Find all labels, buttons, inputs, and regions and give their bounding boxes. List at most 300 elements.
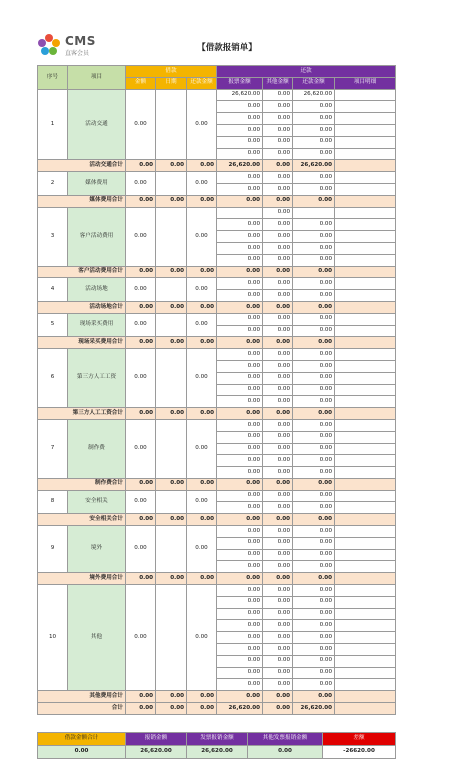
row-expense-amount: 0.00 (217, 537, 263, 549)
subtotal-value: 0.00 (156, 160, 187, 172)
subtotal-label: 其他费用合计 (38, 691, 126, 703)
row-expense-amount: 0.00 (217, 561, 263, 573)
row-expense-amount: 0.00 (217, 242, 263, 254)
subtotal-value: 0.00 (187, 301, 217, 313)
subtotal-row (38, 478, 396, 490)
row-detail (335, 549, 396, 561)
row-expense-amount: 0.00 (217, 490, 263, 502)
subtotal-value: 0.00 (156, 478, 187, 490)
row-detail (335, 644, 396, 656)
row-detail (335, 219, 396, 231)
row-seq: 9 (38, 526, 68, 573)
subtotal-value: 0.00 (293, 514, 335, 526)
table-row (38, 490, 396, 502)
row-detail (335, 419, 396, 431)
row-borrow-date (156, 313, 187, 337)
row-expense-amount: 0.00 (217, 644, 263, 656)
row-other-amount: 0.00 (263, 242, 293, 254)
subtotal-detail (335, 195, 396, 207)
row-other-amount: 0.00 (263, 89, 293, 101)
row-other-amount: 0.00 (263, 148, 293, 160)
row-return-amount: 0.00 (293, 526, 335, 538)
summary-value-reimburse: 26,620.00 (126, 746, 187, 759)
grand-total-value: 0.00 (126, 703, 156, 715)
row-borrow-amount: 0.00 (126, 349, 156, 408)
subtotal-label: 安全相关合计 (38, 514, 126, 526)
row-other-amount: 0.00 (263, 585, 293, 597)
row-detail (335, 372, 396, 384)
row-return-amount: 0.00 (293, 396, 335, 408)
row-other-amount: 0.00 (263, 372, 293, 384)
grand-total-value: 26,620.00 (217, 703, 263, 715)
subtotal-row (38, 514, 396, 526)
logo-subtitle: 直客会员 (65, 50, 90, 57)
summary-label-difference: 差额 (323, 733, 396, 746)
row-other-amount: 0.00 (263, 549, 293, 561)
subtotal-value: 0.00 (293, 266, 335, 278)
subtotal-value: 0.00 (217, 337, 263, 349)
subtotal-value: 0.00 (126, 160, 156, 172)
row-seq: 8 (38, 490, 68, 514)
row-borrow-amount: 0.00 (126, 585, 156, 691)
row-expense-amount: 0.00 (217, 620, 263, 632)
row-expense-amount: 0.00 (217, 679, 263, 691)
subtotal-value: 0.00 (293, 408, 335, 420)
subtotal-value: 0.00 (187, 478, 217, 490)
row-detail (335, 667, 396, 679)
row-other-amount: 0.00 (263, 419, 293, 431)
row-detail (335, 231, 396, 243)
row-borrow-return: 0.00 (187, 490, 217, 514)
subtotal-value: 0.00 (187, 408, 217, 420)
subtotal-detail (335, 478, 396, 490)
row-expense-amount: 0.00 (217, 136, 263, 148)
row-expense-amount: 0.00 (217, 431, 263, 443)
row-borrow-return: 0.00 (187, 207, 217, 266)
subtotal-value: 0.00 (156, 266, 187, 278)
row-detail (335, 526, 396, 538)
row-borrow-date (156, 526, 187, 573)
row-detail (335, 443, 396, 455)
row-item-name: 其他 (68, 585, 126, 691)
row-borrow-amount: 0.00 (126, 172, 156, 196)
row-return-amount: 0.00 (293, 620, 335, 632)
subtotal-label: 活动场地合计 (38, 301, 126, 313)
row-item-name: 活动场地 (68, 278, 126, 302)
row-detail (335, 89, 396, 101)
row-other-amount: 0.00 (263, 455, 293, 467)
row-detail (335, 561, 396, 573)
subtotal-value: 0.00 (263, 301, 293, 313)
row-expense-amount: 0.00 (217, 254, 263, 266)
row-borrow-amount: 0.00 (126, 278, 156, 302)
subtotal-value: 0.00 (263, 195, 293, 207)
subtotal-value: 0.00 (156, 408, 187, 420)
row-return-amount: 26,620.00 (293, 89, 335, 101)
row-detail (335, 490, 396, 502)
row-return-amount: 0.00 (293, 290, 335, 302)
row-item-name: 活动交通 (68, 89, 126, 160)
grand-total-label: 合计 (38, 703, 126, 715)
row-expense-amount: 0.00 (217, 290, 263, 302)
row-other-amount: 0.00 (263, 172, 293, 184)
row-other-amount: 0.00 (263, 608, 293, 620)
row-detail (335, 136, 396, 148)
row-return-amount: 0.00 (293, 632, 335, 644)
row-expense-amount: 0.00 (217, 596, 263, 608)
subtotal-value: 0.00 (187, 337, 217, 349)
subtotal-value: 0.00 (187, 195, 217, 207)
row-return-amount: 0.00 (293, 124, 335, 136)
row-other-amount: 0.00 (263, 101, 293, 113)
subtotal-row (38, 691, 396, 703)
row-borrow-date (156, 419, 187, 478)
row-expense-amount: 0.00 (217, 349, 263, 361)
subtotal-value: 0.00 (263, 160, 293, 172)
row-item-name: 客户活动费用 (68, 207, 126, 266)
row-expense-amount: 0.00 (217, 384, 263, 396)
row-other-amount: 0.00 (263, 384, 293, 396)
row-detail (335, 254, 396, 266)
subtotal-value: 0.00 (263, 573, 293, 585)
table-row (38, 585, 396, 597)
subtotal-value: 0.00 (156, 514, 187, 526)
row-return-amount: 0.00 (293, 490, 335, 502)
subtotal-value: 26,620.00 (293, 160, 335, 172)
subtotal-value: 0.00 (217, 408, 263, 420)
subtotal-value: 0.00 (293, 301, 335, 313)
summary-label-reimburse: 报销金额 (126, 733, 187, 746)
row-return-amount: 0.00 (293, 561, 335, 573)
summary-value-invoice: 26,620.00 (187, 746, 248, 759)
row-detail (335, 172, 396, 184)
row-return-amount: 0.00 (293, 372, 335, 384)
row-return-amount: 0.00 (293, 596, 335, 608)
grand-total-value: 0.00 (156, 703, 187, 715)
row-other-amount: 0.00 (263, 467, 293, 479)
row-other-amount: 0.00 (263, 502, 293, 514)
row-return-amount: 0.00 (293, 148, 335, 160)
header-borrow: 借款 (126, 66, 217, 78)
row-other-amount: 0.00 (263, 313, 293, 325)
row-seq: 10 (38, 585, 68, 691)
row-return-amount: 0.00 (293, 101, 335, 113)
row-return-amount: 0.00 (293, 537, 335, 549)
row-expense-amount: 0.00 (217, 526, 263, 538)
row-item-name: 境外 (68, 526, 126, 573)
subtotal-value: 0.00 (217, 266, 263, 278)
row-return-amount: 0.00 (293, 655, 335, 667)
row-other-amount: 0.00 (263, 183, 293, 195)
row-detail (335, 113, 396, 125)
subtotal-value: 0.00 (126, 514, 156, 526)
row-detail (335, 148, 396, 160)
row-return-amount: 0.00 (293, 136, 335, 148)
row-expense-amount: 0.00 (217, 502, 263, 514)
subtotal-value: 0.00 (263, 266, 293, 278)
row-detail (335, 290, 396, 302)
row-detail (335, 313, 396, 325)
row-return-amount: 0.00 (293, 325, 335, 337)
header-borrow-amount: 金额 (126, 77, 156, 89)
row-detail (335, 679, 396, 691)
row-expense-amount: 0.00 (217, 632, 263, 644)
subtotal-detail (335, 266, 396, 278)
row-other-amount: 0.00 (263, 667, 293, 679)
subtotal-row (38, 195, 396, 207)
row-return-amount: 0.00 (293, 585, 335, 597)
row-detail (335, 632, 396, 644)
table-row (38, 349, 396, 361)
row-detail (335, 325, 396, 337)
summary-value-difference: -26620.00 (323, 746, 396, 759)
row-other-amount: 0.00 (263, 290, 293, 302)
row-return-amount: 0.00 (293, 278, 335, 290)
row-detail (335, 183, 396, 195)
row-item-name: 现场采买费用 (68, 313, 126, 337)
row-expense-amount: 0.00 (217, 655, 263, 667)
summary-label-other-invoice: 其他发票报销金额 (248, 733, 323, 746)
row-seq: 2 (38, 172, 68, 196)
row-return-amount: 0.00 (293, 360, 335, 372)
subtotal-value: 0.00 (187, 160, 217, 172)
row-other-amount: 0.00 (263, 136, 293, 148)
subtotal-value: 0.00 (217, 195, 263, 207)
subtotal-value: 0.00 (126, 337, 156, 349)
row-return-amount: 0.00 (293, 467, 335, 479)
row-return-amount: 0.00 (293, 183, 335, 195)
subtotal-detail (335, 408, 396, 420)
row-item-name: 安全相关 (68, 490, 126, 514)
row-detail (335, 585, 396, 597)
row-borrow-return: 0.00 (187, 172, 217, 196)
row-return-amount: 0.00 (293, 443, 335, 455)
row-expense-amount: 0.00 (217, 231, 263, 243)
header-return-amount: 还款金额 (293, 77, 335, 89)
subtotal-value: 0.00 (126, 301, 156, 313)
row-other-amount: 0.00 (263, 254, 293, 266)
subtotal-label: 媒体费用合计 (38, 195, 126, 207)
row-expense-amount: 0.00 (217, 608, 263, 620)
subtotal-value: 0.00 (187, 514, 217, 526)
row-return-amount: 0.00 (293, 667, 335, 679)
row-other-amount: 0.00 (263, 278, 293, 290)
row-detail (335, 207, 396, 219)
header-item: 项目 (68, 66, 126, 90)
row-expense-amount: 0.00 (217, 219, 263, 231)
row-detail (335, 124, 396, 136)
table-row (38, 526, 396, 538)
row-seq: 1 (38, 89, 68, 160)
subtotal-value: 0.00 (126, 195, 156, 207)
summary-label-borrow-total: 借款金额合计 (38, 733, 126, 746)
subtotal-value: 0.00 (217, 478, 263, 490)
subtotal-value: 0.00 (156, 573, 187, 585)
row-return-amount: 0.00 (293, 644, 335, 656)
row-return-amount: 0.00 (293, 549, 335, 561)
subtotal-row (38, 160, 396, 172)
subtotal-value: 0.00 (293, 478, 335, 490)
row-other-amount: 0.00 (263, 537, 293, 549)
row-expense-amount: 26,620.00 (217, 89, 263, 101)
row-return-amount: 0.00 (293, 242, 335, 254)
row-return-amount: 0.00 (293, 419, 335, 431)
subtotal-row (38, 266, 396, 278)
subtotal-value: 0.00 (187, 266, 217, 278)
summary-value-borrow-total: 0.00 (38, 746, 126, 759)
subtotal-value: 0.00 (293, 195, 335, 207)
row-expense-amount: 0.00 (217, 172, 263, 184)
row-detail (335, 596, 396, 608)
subtotal-value: 0.00 (263, 514, 293, 526)
row-detail (335, 431, 396, 443)
row-other-amount: 0.00 (263, 561, 293, 573)
row-return-amount: 0.00 (293, 431, 335, 443)
row-detail (335, 384, 396, 396)
row-other-amount: 0.00 (263, 644, 293, 656)
row-seq: 6 (38, 349, 68, 408)
grand-total-detail (335, 703, 396, 715)
row-expense-amount: 0.00 (217, 360, 263, 372)
subtotal-value: 0.00 (156, 691, 187, 703)
subtotal-row (38, 337, 396, 349)
row-other-amount: 0.00 (263, 620, 293, 632)
row-borrow-amount: 0.00 (126, 313, 156, 337)
row-borrow-date (156, 585, 187, 691)
grand-total-row (38, 703, 396, 715)
row-detail (335, 242, 396, 254)
row-other-amount: 0.00 (263, 113, 293, 125)
table-row (38, 89, 396, 101)
subtotal-detail (335, 573, 396, 585)
row-borrow-amount: 0.00 (126, 526, 156, 573)
row-detail (335, 608, 396, 620)
row-other-amount: 0.00 (263, 396, 293, 408)
subtotal-detail (335, 337, 396, 349)
row-borrow-return: 0.00 (187, 89, 217, 160)
row-borrow-return: 0.00 (187, 278, 217, 302)
row-borrow-amount: 0.00 (126, 89, 156, 160)
row-expense-amount: 0.00 (217, 419, 263, 431)
row-detail (335, 396, 396, 408)
row-seq: 3 (38, 207, 68, 266)
row-expense-amount: 0.00 (217, 313, 263, 325)
logo-text: CMS (65, 34, 96, 48)
subtotal-value: 0.00 (263, 691, 293, 703)
row-other-amount: 0.00 (263, 596, 293, 608)
row-expense-amount: 0.00 (217, 124, 263, 136)
row-return-amount: 0.00 (293, 349, 335, 361)
row-borrow-return: 0.00 (187, 526, 217, 573)
subtotal-value: 0.00 (217, 573, 263, 585)
subtotal-label: 活动交通合计 (38, 160, 126, 172)
subtotal-value: 0.00 (126, 266, 156, 278)
subtotal-detail (335, 160, 396, 172)
row-return-amount: 0.00 (293, 384, 335, 396)
row-expense-amount: 0.00 (217, 549, 263, 561)
grand-total-value: 26,620.00 (293, 703, 335, 715)
subtotal-value: 0.00 (187, 573, 217, 585)
row-other-amount: 0.00 (263, 431, 293, 443)
row-other-amount: 0.00 (263, 349, 293, 361)
row-other-amount: 0.00 (263, 124, 293, 136)
row-expense-amount: 0.00 (217, 113, 263, 125)
row-other-amount: 0.00 (263, 360, 293, 372)
subtotal-value: 0.00 (126, 573, 156, 585)
subtotal-value: 0.00 (126, 478, 156, 490)
row-detail (335, 655, 396, 667)
row-other-amount: 0.00 (263, 632, 293, 644)
subtotal-value: 0.00 (217, 301, 263, 313)
row-seq: 5 (38, 313, 68, 337)
subtotal-value: 0.00 (263, 478, 293, 490)
row-detail (335, 455, 396, 467)
header-detail: 项目明细 (335, 77, 396, 89)
subtotal-value: 26,620.00 (217, 160, 263, 172)
row-borrow-amount: 0.00 (126, 419, 156, 478)
grand-total-value: 0.00 (187, 703, 217, 715)
row-other-amount: 0.00 (263, 325, 293, 337)
header-reimburse: 还款 (217, 66, 396, 78)
subtotal-label: 客户活动费用合计 (38, 266, 126, 278)
table-row (38, 207, 396, 219)
row-return-amount: 0.00 (293, 172, 335, 184)
table-row (38, 278, 396, 290)
row-return-amount (293, 207, 335, 219)
table-row (38, 313, 396, 325)
row-borrow-return: 0.00 (187, 349, 217, 408)
reimbursement-table (37, 65, 396, 715)
subtotal-detail (335, 514, 396, 526)
row-expense-amount (217, 207, 263, 219)
row-expense-amount: 0.00 (217, 443, 263, 455)
row-detail (335, 502, 396, 514)
row-detail (335, 620, 396, 632)
row-return-amount: 0.00 (293, 313, 335, 325)
row-item-name: 制作费 (68, 419, 126, 478)
row-borrow-return: 0.00 (187, 313, 217, 337)
row-return-amount: 0.00 (293, 254, 335, 266)
table-row (38, 172, 396, 184)
row-expense-amount: 0.00 (217, 396, 263, 408)
row-other-amount: 0.00 (263, 490, 293, 502)
row-detail (335, 278, 396, 290)
row-borrow-date (156, 490, 187, 514)
grand-total-value: 0.00 (263, 703, 293, 715)
subtotal-label: 制作费合计 (38, 478, 126, 490)
subtotal-value: 0.00 (156, 301, 187, 313)
subtotal-value: 0.00 (156, 337, 187, 349)
row-return-amount: 0.00 (293, 219, 335, 231)
subtotal-label: 第三方人工工资合计 (38, 408, 126, 420)
subtotal-label: 现场采买费用合计 (38, 337, 126, 349)
row-expense-amount: 0.00 (217, 278, 263, 290)
row-other-amount: 0.00 (263, 219, 293, 231)
row-other-amount: 0.00 (263, 526, 293, 538)
row-return-amount: 0.00 (293, 113, 335, 125)
header-borrow-return: 还款金额 (187, 77, 217, 89)
summary-value-other-invoice: 0.00 (248, 746, 323, 759)
row-borrow-date (156, 207, 187, 266)
row-borrow-amount: 0.00 (126, 490, 156, 514)
row-detail (335, 360, 396, 372)
subtotal-row (38, 408, 396, 420)
row-other-amount: 0.00 (263, 679, 293, 691)
table-row (38, 419, 396, 431)
row-expense-amount: 0.00 (217, 667, 263, 679)
row-borrow-date (156, 278, 187, 302)
header-expense-amount: 报票金额 (217, 77, 263, 89)
